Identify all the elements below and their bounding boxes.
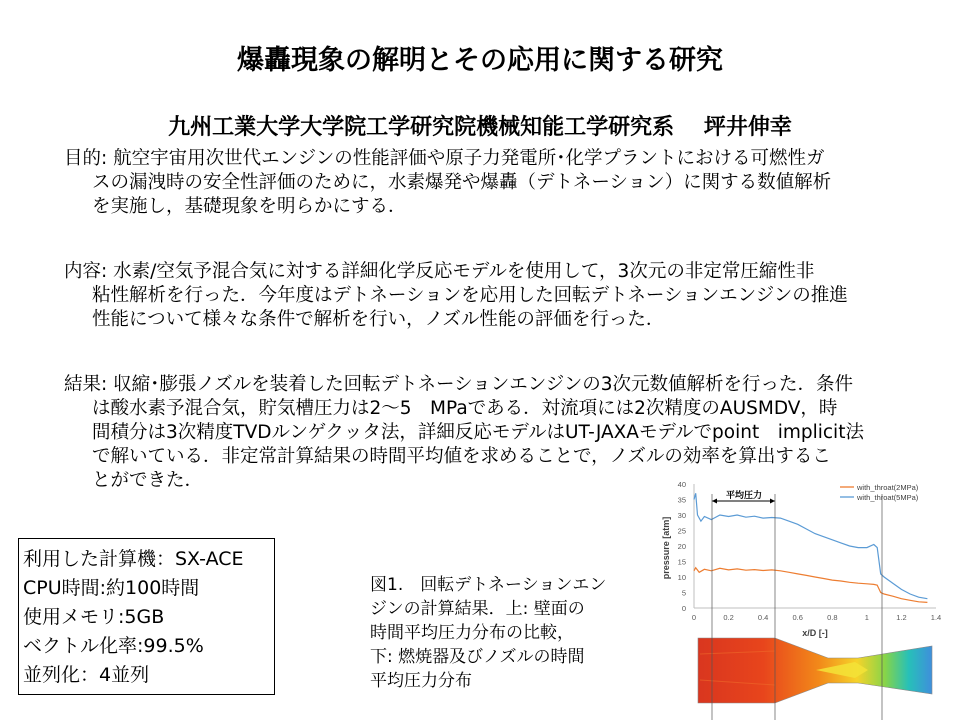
combustor-nozzle-contour — [698, 638, 932, 703]
y-tick-label: 5 — [681, 588, 686, 598]
caption-line: 図1. 回転デトネーションエン — [370, 575, 607, 595]
spec-vectorization: ベクトル化率:99.5% — [23, 635, 204, 657]
x-tick-label: 0 — [691, 613, 697, 622]
text-line: を実施し，基礎現象を明らかにする． — [92, 196, 407, 217]
combustor-contour — [698, 638, 932, 703]
spec-cpu-time: CPU時間:約100時間 — [23, 577, 200, 599]
caption-line: 時間平均圧力分布の比較， — [370, 623, 574, 643]
text-line: は酸水素予混合気，貯気槽圧力は2～5 MPaである．対流項には2次精度のAUSMDV，時 — [92, 398, 838, 419]
text-line: スの漏洩時の安全性評価のために，水素爆発や爆轟（デトネーション）に関する数値解析 — [92, 172, 832, 193]
y-tick-label: 30 — [677, 511, 686, 520]
spec-computer: 利用した計算機：SX-ACE — [23, 548, 244, 570]
arrow-head-left — [712, 499, 717, 504]
pressure-chart-svg — [640, 476, 955, 720]
purpose-paragraph — [64, 147, 894, 219]
y-tick-label: 15 — [677, 557, 686, 567]
caption-line: 平均圧力分布 — [370, 671, 472, 691]
results-paragraph — [64, 373, 894, 493]
text-line: 目的: 航空宇宙用次世代エンジンの性能評価や原子力発電所･化学プラントにおける可燃性ガ — [64, 148, 825, 169]
x-axis-label: x/D [-] — [802, 628, 828, 638]
x-tick-label: 1.2 — [896, 613, 907, 622]
y-tick-label: 10 — [677, 573, 686, 582]
page-title: 爆轟現象の解明とその応用に関する研究 — [237, 45, 723, 76]
x-tick-label: 0.8 — [827, 613, 838, 622]
series-line-5mpa — [694, 493, 927, 598]
text-line: で解いている．非定常計算結果の時間平均値を求めることで，ノズルの効率を算出するこ — [92, 446, 831, 467]
y-tick-label: 25 — [677, 526, 686, 536]
y-tick-label: 35 — [677, 495, 686, 505]
x-tick-label: 0.2 — [723, 613, 734, 622]
text-line: 間積分は3次精度TVDルンゲクッタ法，詳細反応モデルはUT-JAXAモデルでpoint implicit法 — [92, 422, 864, 443]
series-layer — [694, 493, 927, 602]
compute-spec-box — [18, 538, 275, 695]
spec-memory: 使用メモリ:5GB — [23, 606, 165, 628]
average-annotation — [712, 488, 775, 504]
caption-line: 下: 燃焼器及びノズルの時間 — [370, 647, 585, 667]
legend-label-5mpa: with_throat(5MPa) — [857, 493, 919, 502]
text-line: 結果: 収縮･膨張ノズルを装着した回転デトネーションエンジンの3次元数値解析を行った．条件 — [64, 374, 854, 395]
spec-parallel: 並列化：4並列 — [23, 664, 150, 686]
series-line-2mpa — [694, 568, 927, 603]
affiliation-author: 九州工業大学大学院工学研究院機械知能工学研究系 坪井伸幸 — [168, 115, 792, 140]
x-tick-label: 0.4 — [757, 613, 769, 622]
y-tick-label: 0 — [681, 604, 686, 613]
x-tick-label: 1.4 — [930, 613, 942, 622]
annotation-label: 平均圧力 — [725, 490, 763, 500]
figure-caption — [370, 573, 630, 693]
arrow-head-right — [770, 499, 775, 504]
content-paragraph — [64, 260, 894, 332]
y-tick-label: 20 — [677, 542, 686, 551]
figure — [640, 476, 955, 724]
y-tick-label: 40 — [677, 480, 686, 489]
legend — [840, 483, 919, 502]
text-line: とができた． — [92, 470, 204, 491]
legend-label-2mpa: with_throat(2MPa) — [857, 483, 919, 492]
x-tick-label: 1 — [864, 613, 869, 622]
text-line: 性能について様々な条件で解析を行い，ノズル性能の評価を行った． — [92, 309, 665, 330]
caption-line: ジンの計算結果．上: 壁面の — [370, 599, 585, 619]
text-line: 内容: 水素/空気予混合気に対する詳細化学反応モデルを使用して，3次元の非定常圧縮性非 — [64, 261, 815, 282]
x-tick-label: 0.6 — [792, 613, 803, 622]
text-line: 粘性解析を行った．今年度はデトネーションを応用した回転デトネーションエンジンの推進 — [92, 285, 848, 306]
y-axis-label: pressure [atm] — [661, 516, 671, 580]
